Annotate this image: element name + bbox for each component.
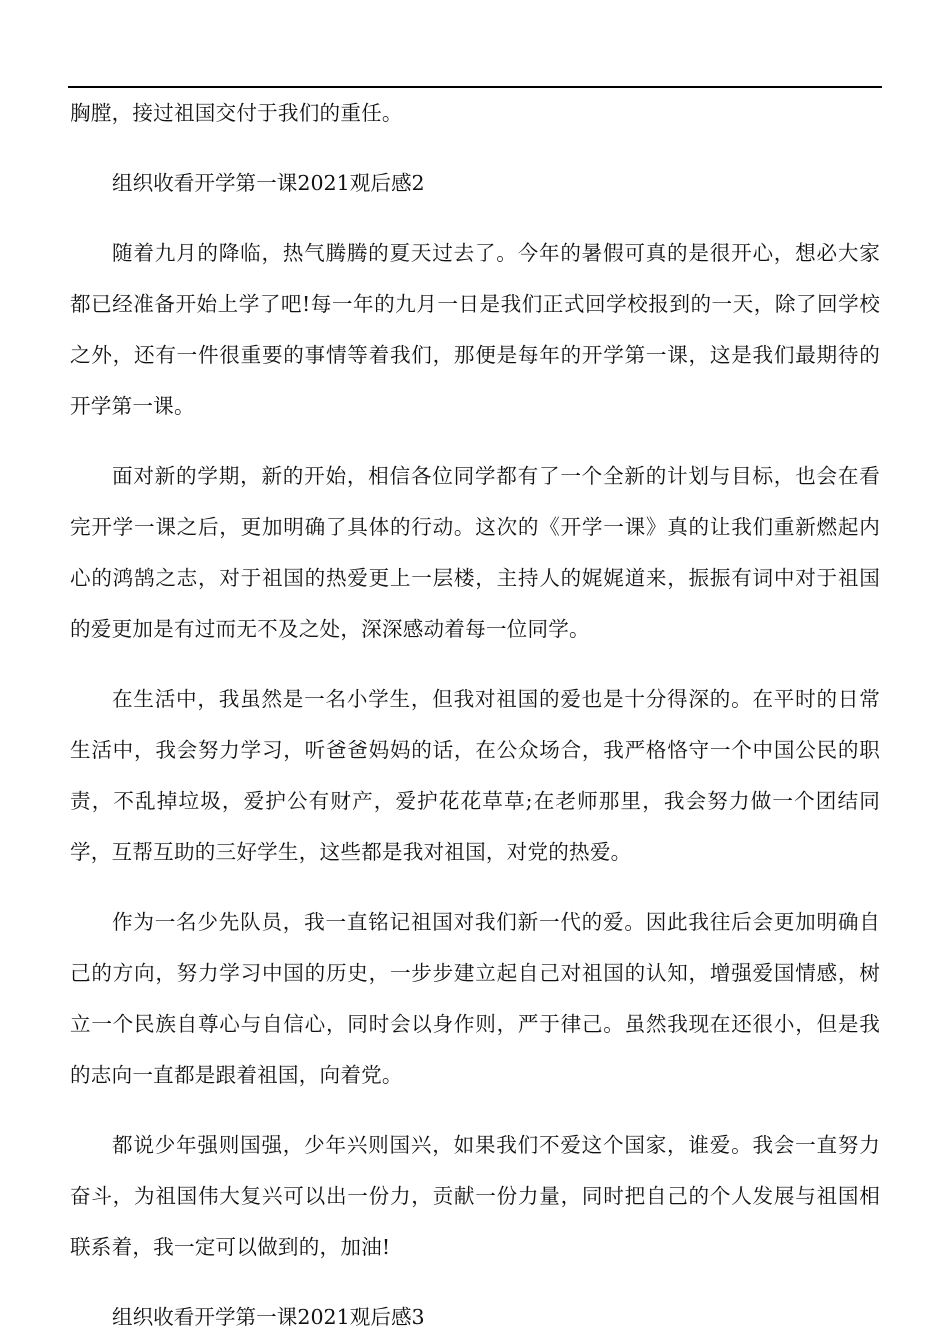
paragraph: 在生活中，我虽然是一名小学生，但我对祖国的爱也是十分得深的。在平时的日常生活中，我会努力学习，听爸爸妈妈的话，在公众场合，我严格恪守一个中国公民的职责，不乱掉垃圾，爱护公有财产，爱护花花草草;在老师那里，我会努力做一个团结同学，互帮互助的三好学生，这些都是我对祖国，对党的热爱。 (70, 687, 880, 864)
paragraph: 作为一名少先队员，我一直铭记祖国对我们新一代的爱。因此我往后会更加明确自己的方向，努力学习中国的历史，一步步建立起自己对祖国的认知，增强爱国情感，树立一个民族自尊心与自信心，同时会以身作则，严于律己。虽然我现在还很小，但是我的志向一直都是跟着祖国，向着党。 (70, 910, 880, 1087)
paragraph-continuation: 胸膛，接过祖国交付于我们的重任。 (70, 101, 403, 125)
paragraph: 随着九月的降临，热气腾腾的夏天过去了。今年的暑假可真的是很开心，想必大家都已经准备开始上学了吧!每一年的九月一日是我们正式回学校报到的一天，除了回学校之外，还有一件很重要的事情等着我们，那便是每年的开学第一课，这是我们最期待的开学第一课。 (70, 241, 880, 418)
document-body (70, 88, 880, 1343)
paragraph: 面对新的学期，新的开始，相信各位同学都有了一个全新的计划与目标，也会在看完开学一课之后，更加明确了具体的行动。这次的《开学一课》真的让我们重新燃起内心的鸿鹄之志，对于祖国的热爱更上一层楼，主持人的娓娓道来，振振有词中对于祖国的爱更加是有过而无不及之处，深深感动着每一位同学。 (70, 464, 880, 641)
section-heading-3: 组织收看开学第一课2021观后感3 (112, 1305, 425, 1329)
section-heading-2: 组织收看开学第一课2021观后感2 (112, 171, 425, 195)
paragraph: 都说少年强则国强，少年兴则国兴，如果我们不爱这个国家，谁爱。我会一直努力奋斗，为祖国伟大复兴可以出一份力，贡献一份力量，同时把自己的个人发展与祖国相联系着，我一定可以做到的，加油! (70, 1133, 880, 1259)
